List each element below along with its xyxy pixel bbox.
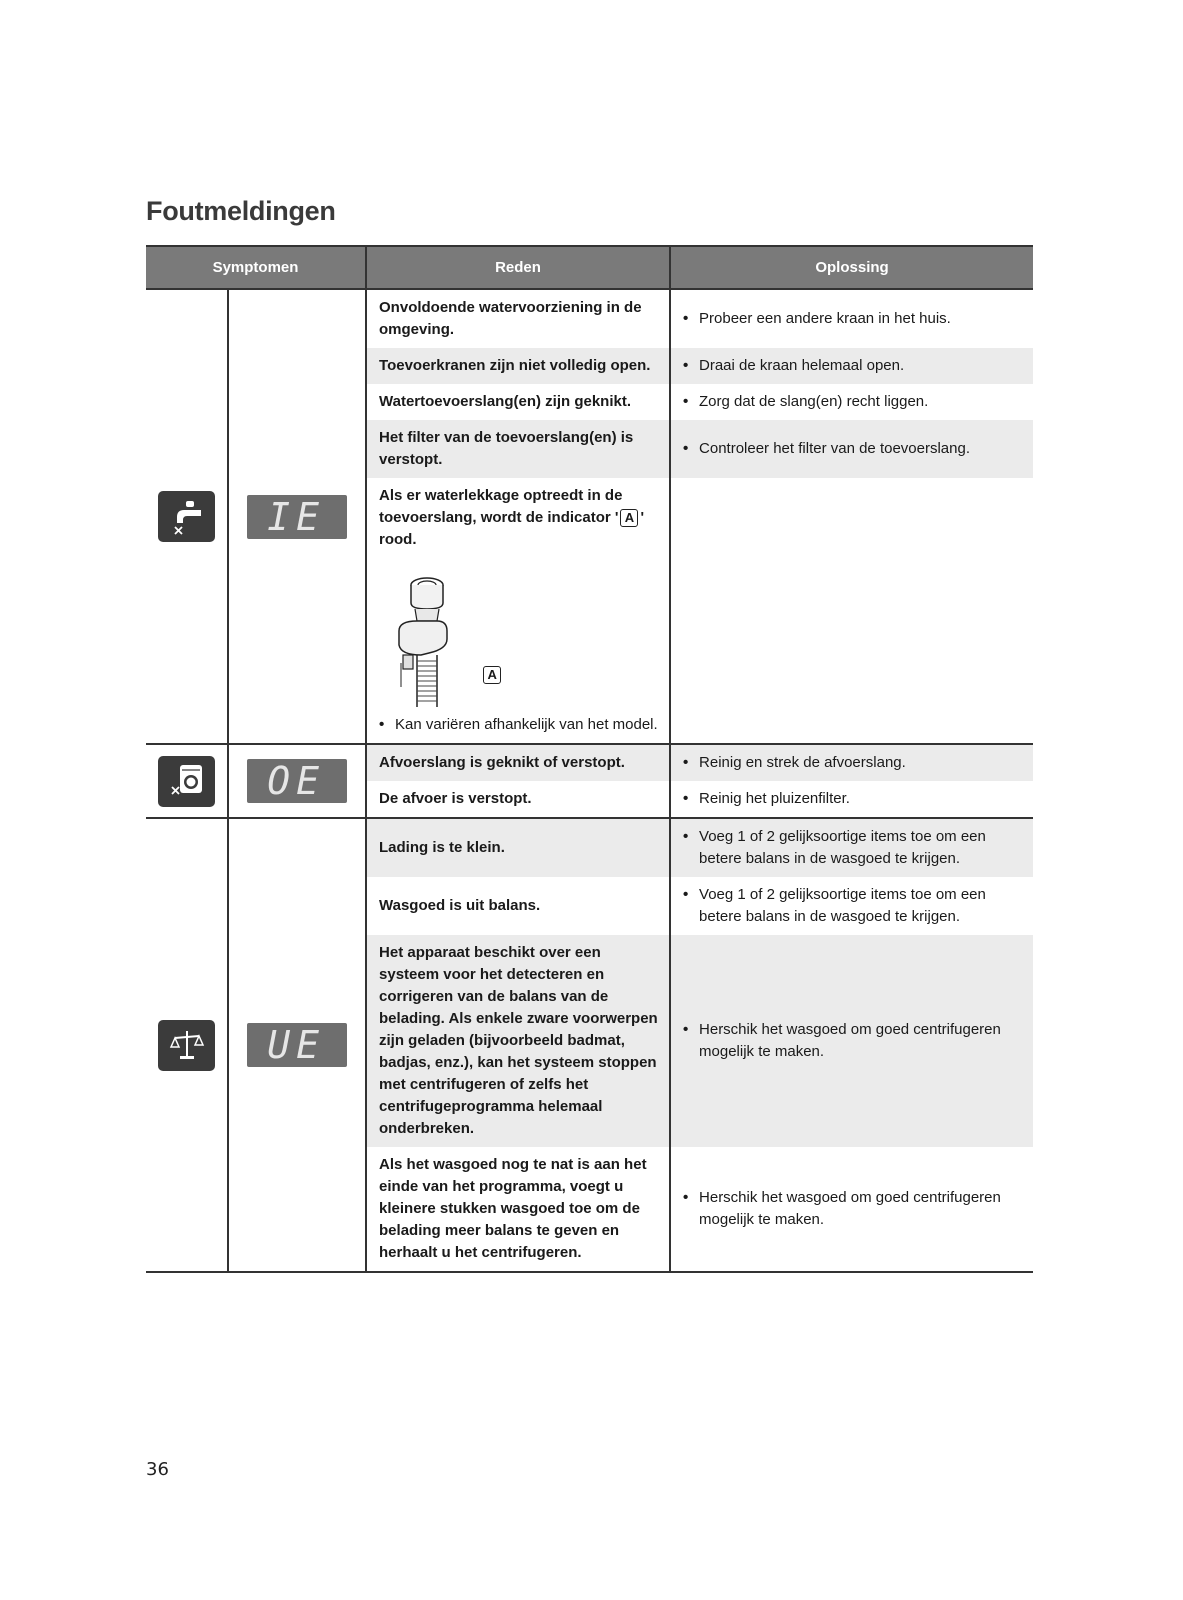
table-row bbox=[146, 289, 1033, 348]
reason-cell: Als er waterlekkage optreedt in de toevoerslang, wordt de indicator ' A ' rood. A • Kan variëren afhankelijk van het model. bbox=[366, 478, 670, 744]
balance-scale-icon bbox=[158, 1020, 215, 1071]
table-row bbox=[146, 818, 1033, 877]
reason-text: Als er waterlekkage optreedt in de toevoerslang, wordt de indicator ' bbox=[379, 487, 623, 526]
water-tap-icon bbox=[158, 491, 215, 542]
page-title: Foutmeldingen bbox=[146, 196, 336, 226]
solution-text: Zorg dat de slang(en) recht liggen. bbox=[699, 393, 929, 410]
symptom-icon-cell bbox=[146, 744, 228, 818]
model-note: Kan variëren afhankelijk van het model. bbox=[395, 716, 658, 733]
solution-cell-empty bbox=[670, 478, 1033, 744]
solution-text: Draai de kraan helemaal open. bbox=[699, 357, 905, 374]
hose-illustration bbox=[389, 573, 663, 720]
reason-text-end: ' rood. bbox=[379, 509, 645, 548]
figure-label: A bbox=[483, 666, 501, 684]
reason-cell: Lading is te klein. bbox=[366, 818, 670, 877]
header-symptoms: Symptomen bbox=[146, 246, 366, 289]
solution-cell: • Herschik het wasgoed om goed centrifugeren mogelijk te maken. bbox=[670, 935, 1033, 1147]
error-table bbox=[146, 245, 1033, 1273]
error-code-cell bbox=[228, 744, 366, 818]
reason-cell: Onvoldoende watervoorziening in de omgeving. bbox=[366, 289, 670, 348]
washer-drain-icon bbox=[158, 756, 215, 807]
solution-text: Voeg 1 of 2 gelijksoortige items toe om een betere balans in de wasgoed te krijgen. bbox=[699, 886, 986, 925]
solution-cell: • Zorg dat de slang(en) recht liggen. bbox=[670, 384, 1033, 420]
solution-cell: • Reinig en strek de afvoerslang. bbox=[670, 744, 1033, 781]
reason-cell: Het apparaat beschikt over een systeem voor het detecteren en corrigeren van de balans van de belading. Als enkele zware voorwerpen zijn geladen (bijvoorbeeld badmat, badjas, enz.), kan het systeem stoppen met centrifugeren of zelfs het centrifugeprogramma helemaal onderbreken. bbox=[366, 935, 670, 1147]
solution-text: Reinig en strek de afvoerslang. bbox=[699, 754, 906, 771]
reason-cell: Watertoevoerslang(en) zijn geknikt. bbox=[366, 384, 670, 420]
header-solution: Oplossing bbox=[670, 246, 1033, 289]
symptom-icon-cell bbox=[146, 818, 228, 1272]
solution-cell: • Herschik het wasgoed om goed centrifugeren mogelijk te maken. bbox=[670, 1147, 1033, 1272]
error-code-display: OE bbox=[247, 759, 347, 803]
solution-cell: • Voeg 1 of 2 gelijksoortige items toe om een betere balans in de wasgoed te krijgen. bbox=[670, 877, 1033, 935]
error-code-cell bbox=[228, 289, 366, 744]
table-row bbox=[146, 744, 1033, 781]
solution-text: Controleer het filter van de toevoerslang. bbox=[699, 440, 971, 457]
page-number: 36 bbox=[146, 1459, 169, 1480]
solution-cell: • Controleer het filter van de toevoerslang. bbox=[670, 420, 1033, 478]
solution-text: Herschik het wasgoed om goed centrifugeren mogelijk te maken. bbox=[699, 1189, 1001, 1228]
solution-text: Probeer een andere kraan in het huis. bbox=[699, 310, 951, 327]
header-reason: Reden bbox=[366, 246, 670, 289]
solution-cell: • Probeer een andere kraan in het huis. bbox=[670, 289, 1033, 348]
table-header-row bbox=[146, 246, 1033, 289]
reason-cell: Het filter van de toevoerslang(en) is verstopt. bbox=[366, 420, 670, 478]
solution-text: Herschik het wasgoed om goed centrifugeren mogelijk te maken. bbox=[699, 1021, 1001, 1060]
error-code-display: UE bbox=[247, 1023, 347, 1067]
reason-cell: De afvoer is verstopt. bbox=[366, 781, 670, 818]
solution-text: Reinig het pluizenfilter. bbox=[699, 790, 850, 807]
indicator-letter: A bbox=[620, 509, 638, 527]
solution-cell: • Reinig het pluizenfilter. bbox=[670, 781, 1033, 818]
reason-cell: Als het wasgoed nog te nat is aan het einde van het programma, voegt u kleinere stukken wasgoed toe om de belading meer balans te geven en herhaalt u het centrifugeren. bbox=[366, 1147, 670, 1272]
reason-cell: Toevoerkranen zijn niet volledig open. bbox=[366, 348, 670, 384]
error-code-cell bbox=[228, 818, 366, 1272]
solution-cell: • Voeg 1 of 2 gelijksoortige items toe om een betere balans in de wasgoed te krijgen. bbox=[670, 818, 1033, 877]
symptom-icon-cell bbox=[146, 289, 228, 744]
error-code-display: IE bbox=[247, 495, 347, 539]
solution-text: Voeg 1 of 2 gelijksoortige items toe om een betere balans in de wasgoed te krijgen. bbox=[699, 828, 986, 867]
reason-cell: Afvoerslang is geknikt of verstopt. bbox=[366, 744, 670, 781]
solution-cell: • Draai de kraan helemaal open. bbox=[670, 348, 1033, 384]
reason-cell: Wasgoed is uit balans. bbox=[366, 877, 670, 935]
